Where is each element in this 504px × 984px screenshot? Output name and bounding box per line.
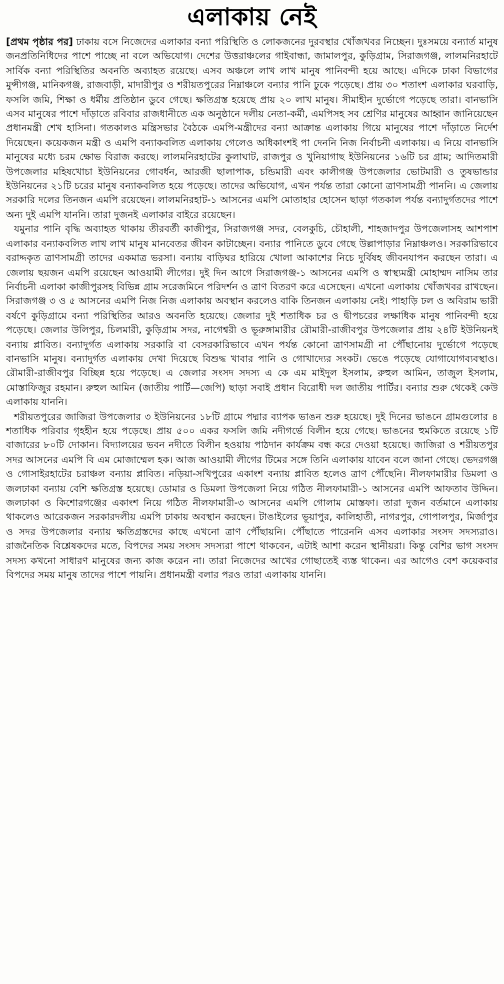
headline: এলাকায় নেই — [187, 2, 317, 31]
article-paragraph-2: যমুনার পানি বৃদ্ধি অব্যাহত থাকায় তীরবর্তী কাজীপুর, সিরাজগঞ্জ সদর, বেলকুচি, চৌহালী, শাহজাদপুর উপজেলাসহ আশপাশ এলাকার বন্যাকবলিত লাখ লাখ মানুষ মানবেতর জীবন কাটাচ্ছেন। বন্যার পানিতে ডুবে গেছে উল্লাপাড়ার নিম্নাঞ্চলও। সরকারিভাবে বরাদ্দকৃত ত্রাণসামগ্রী তাদের একমাত্র ভরসা। বন্যায় বাড়িঘর হারিয়ে খোলা আকাশের নিচে দুর্বিষহ জীবনযাপন করছেন তারা। এ জেলায় ছয়জন এমপি রয়েছেন আওয়ামী লীগের। দুই দিন আগে সিরাজগঞ্জ-১ আসনের এমপি ও স্বাস্থ্যমন্ত্রী মোহাম্মদ নাসিম তার নির্বাচনী এলাকা কাজীপুরসহ বিভিন্ন গ্রাম সরেজমিনে পরিদর্শন ও ত্রাণ বিতরণ করে এসেছেন। এখনো এলাকায় খোঁজখবর রাখছেন। সিরাজগঞ্জ ৩ ও ৫ আসনের এমপি নিজ নিজ এলাকায় অবস্থান করলেও বাকি তিনজন এলাকায় নেই। পাহাড়ি ঢল ও অবিরাম ভারী বর্ষণে কুড়িগ্রামে বন্যা পরিস্থিতির আরও অবনতি হয়েছে। জেলার দুই শতাধিক চর ও দ্বীপচরের লক্ষাধিক মানুষ পানিবন্দী হয়ে পড়েছে। জেলার উলিপুর, চিলমারী, কুড়িগ্রাম সদর, নাগেশ্বরী ও ভূরুঙ্গামারীর রৌমারী-রাজীবপুর উপজেলার প্রায় ২৪টি ইউনিয়নই বন্যায় প্লাবিত। বন্যাদুর্গত এলাকায় সরকারি বা বেসরকারিভাবে এখন পর্যন্ত কোনো ত্রাণসামগ্রী না পৌঁছানোয় দুর্ভোগে পড়েছে বানভাসি মানুষ। বন্যাদুর্গত এলাকায় দেখা দিয়েছে বিশুদ্ধ খাবার পানি ও গোখাদ্যের সংকট। ভেঙে পড়েছে যোগাযোগব্যবস্থাও। রৌমারী-রাজীবপুর বিচ্ছিন্ন হয়ে পড়েছে। এ জেলার সংসদ সদস্য এ কে এম মাইদুল ইসলাম, রুহুল আমিন, তাজুল ইসলাম, মোস্তাফিজুর রহমান। রুহুল আমিন (জাতীয় পার্টি—জেপি) ছাড়া সবাই প্রধান বিরোধী দল জাতীয় পার্টির। বন্যার শুরু থেকেই কেউ এলাকায় যাননি। — [6, 224, 498, 409]
paragraph-text: ঢাকায় বসে নিজেদের এলাকার বন্যা পরিস্থিতি ও লোকজনের দুরবস্থার খোঁজখবর নিচ্ছেন। দুঃসময়ে বন্যার্ত মানুষ জনপ্রতিনিধিদের পাশে পাচ্ছে না বলে অভিযোগ। দেশের উত্তরাঞ্চলের গাইবান্ধা, জামালপুর, কুড়িগ্রাম, সিরাজগঞ্জ, লালমনিরহাটে সার্বিক বন্যা পরিস্থিতির অবনতি অব্যাহত রয়েছে। এসব অঞ্চলে লাখ লাখ মানুষ পানিবন্দী হয়ে আছে। এদিকে ঢাকা বিভাগের মুন্সীগঞ্জ, মানিকগঞ্জ, রাজবাড়ী, মাদারীপুর ও শরীয়তপুরের নিম্নাঞ্চলে বন্যার পানি ঢুকে পড়েছে। প্রায় ৩০ শতাংশ এলাকার ঘরবাড়ি, ফসলি জমি, শিক্ষা ও ধর্মীয় প্রতিষ্ঠান ডুবে গেছে। ক্ষতিগ্রস্ত হয়েছে প্রায় ২০ লাখ মানুষ। সীমাহীন দুর্ভোগে পড়েছে তারা। বানভাসি এসব মানুষের পাশে দাঁড়াতে রবিবার রাজধানীতে এক অনুষ্ঠানে দলীয় নেতা-কর্মী, এমপিসহ সব শ্রেণির মানুষের আহ্বান জানিয়েছেন প্রধানমন্ত্রী শেখ হাসিনা। গতকালও মন্ত্রিসভার বৈঠকে এমপি-মন্ত্রীদের বন্যা আক্রান্ত এলাকায় গিয়ে মানুষের পাশে দাঁড়াতে নির্দেশ দিয়েছেন। কয়েকজন মন্ত্রী ও এমপি বন্যাকবলিত এলাকায় গেলেও অধিকাংশই পা দেননি নিজ নির্বাচনী এলাকায়। এ নিয়ে বানভাসি মানুষের মধ্যে চরম ক্ষোভ বিরাজ করছে। লালমনিরহাটের কুলাঘাট, রাজপুর ও খুনিয়াগাছ ইউনিয়নের ১৬টি চর গ্রাম; আদিতমারী উপজেলার মহিষখোচা ইউনিয়নের গোবর্ধন, আরজী ছালাপাক, চন্ডিমারী এবং কালীগঞ্জ উপজেলার ভোটমারী ও তুষভান্ডার ইউনিয়নের ২১টি চরের মানুষ বন্যাকবলিত হয়ে পড়েছে। তাদের অভিযোগ, এখন পর্যন্ত তারা কোনো ত্রাণসামগ্রী পাননি। এ জেলায় সরকারি দলের তিনজন এমপি রয়েছেন। লালমনিরহাট-১ আসনের এমপি মোতাহার হোসেন ছাড়া গতকাল পর্যন্ত বন্যাদুর্গতদের পাশে অন্য দুই এমপি যাননি। তারা দুজনই এলাকার বাইরে রয়েছেন। — [6, 37, 498, 221]
article-paragraph-1 — [6, 36, 498, 223]
continuation-kicker: [প্রথম পৃষ্ঠার পর] — [6, 37, 74, 48]
article-body — [0, 32, 504, 583]
article-paragraph-3: শরীয়তপুরের জাজিরা উপজেলার ৩ ইউনিয়নের ১৮টি গ্রামে পদ্মার ব্যাপক ভাঙন শুরু হয়েছে। দুই দিনের ভাঙনে গ্রামগুলোর ৪ শতাধিক পরিবার গৃহহীন হয়ে পড়েছে। প্রায় ৫০০ একর ফসলি জমি নদীগর্ভে বিলীন হয়ে গেছে। ভাঙনের হুমকিতে রয়েছে ১টি বাজারের ৮০টি দোকান। বিদ্যালয়ের ভবন নদীতে বিলীন হওয়ায় পাঠদান কার্যক্রম বন্ধ করে দেওয়া হয়েছে। জাজিরা ও শরীয়তপুর সদর আসনের এমপি বি এম মোজাম্মেল হক। আজ আওয়ামী লীগের টিমের সঙ্গে তিনি এলাকায় যাবেন বলে জানা গেছে। ভেদরগঞ্জ ও গোসাইরহাটের চরাঞ্চল বন্যায় প্লাবিত। নড়িয়া-সখিপুরের একাংশ বন্যায় প্লাবিত হলেও ত্রাণ পৌঁছেনি। নীলফামারীর ডিমলা ও জলঢাকা বন্যায় বেশি ক্ষতিগ্রস্ত হয়েছে। ডোমার ও ডিমলা উপজেলা নিয়ে গঠিত নীলফামারী-১ আসনের এমপি আফতাব উদ্দিন। জলঢাকা ও কিশোরগঞ্জের একাংশ নিয়ে গঠিত নীলফামারী-৩ আসনের এমপি গোলাম মোস্তফা। তারা দুজন বর্তমানে এলাকায় থাকলেও আরেকজন সরকারদলীয় এমপি ঢাকায় অবস্থান করছেন। টাঙাইলের ভূয়াপুর, কালিহাতী, নাগরপুর, গোপালপুর, মির্জাপুর ও সদর উপজেলার বন্যায় ক্ষতিগ্রস্তদের কাছে এখনো ত্রাণ পৌঁছায়নি। পৌঁছাতে পারেননি এসব এলাকার সংসদ সদস্যরাও। রাজনৈতিক বিশ্লেষকদের মতে, বিপদের সময় সংসদ সদস্যরা পাশে থাকবেন, এটাই আশা করেন স্থানীয়রা। কিন্তু বেশির ভাগ সংসদ সদস্য কখনো সাধারণ মানুষের জন্য কাজ করেন না। তারা নিজেদের আখের গোছাতেই ব্যস্ত থাকেন। এর আগেও বেশ কয়েকবার বিপদের সময় মানুষ তাদের পাশে পায়নি। প্রধানমন্ত্রী বলার পরও তারা এলাকায় যাননি। — [6, 411, 498, 582]
